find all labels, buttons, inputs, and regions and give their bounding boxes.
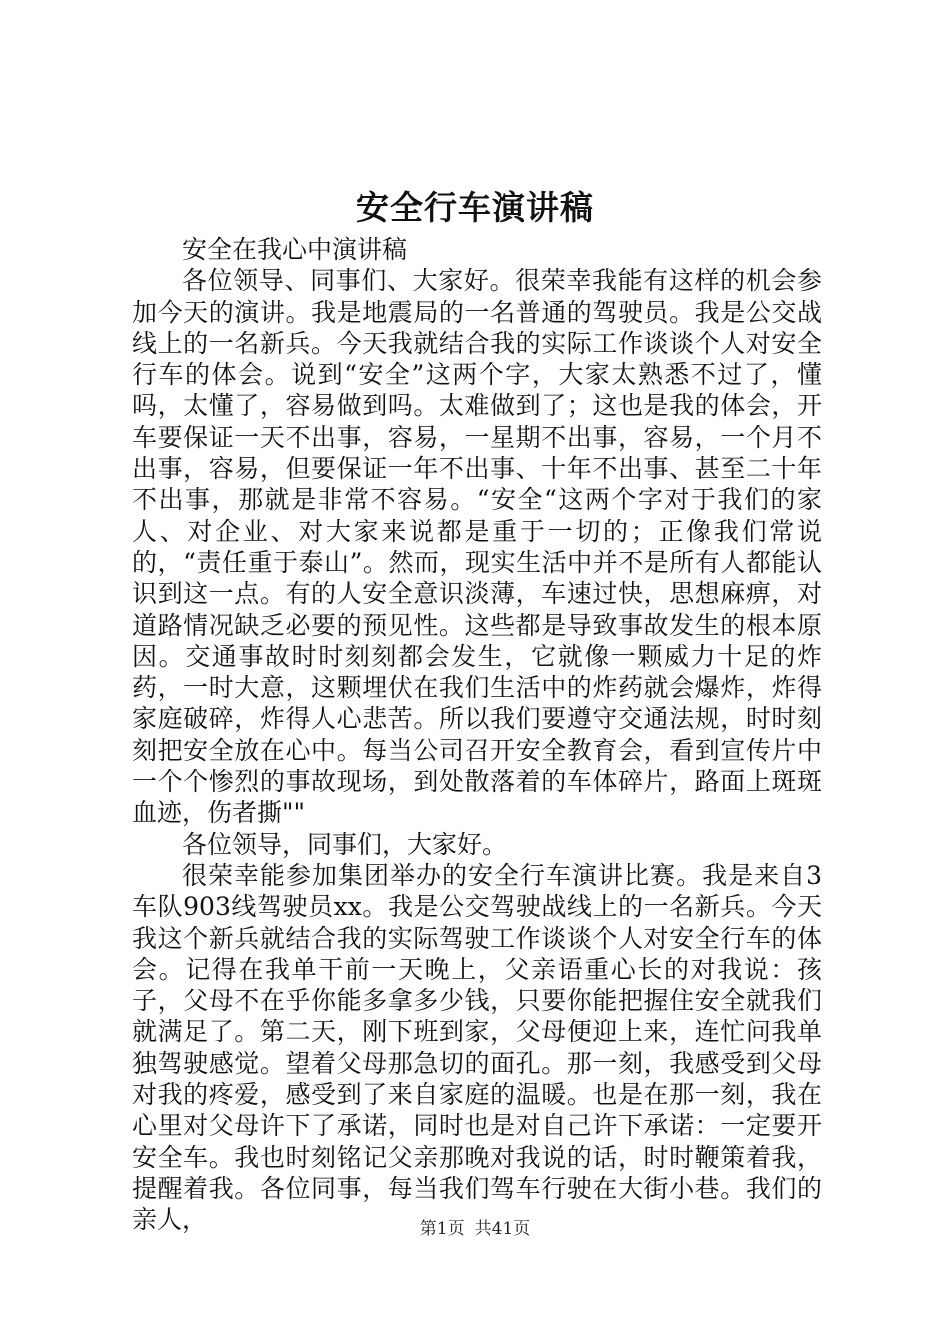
greeting-paragraph: 各位领导，同事们，大家好。 — [182, 829, 508, 859]
page-footer — [0, 1218, 950, 1240]
body-paragraph: 很荣幸能参加集团举办的安全行车演讲比赛。我是来自3车队903线驾驶员xx。我是公交驾驶战线上的一名新兵。今天我这个新兵就结合我的实际驾驶工作谈谈个人对安全行车的体会。记得在我单干前一天晚上，父亲语重心长的对我说：孩子，父母不在乎你能多拿多少钱，只要你能把握住安全就我们就满足了。第二天，刚下班到家，父母便迎上来，连忙问我单独驾驶感觉。望着父母那急切的面孔。那一刻，我感受到父母对我的疼爱，感受到了来自家庭的温暖。也是在那一刻，我在心里对父母许下了承诺，同时也是对自己许下承诺：一定要开安全车。我也时刻铭记父亲那晚对我说的话，时时鞭策着我，提醒着我。各位同事，每当我们驾车行驶在大街小巷。我们的亲人， — [132, 860, 822, 1235]
document-body — [132, 234, 822, 1236]
subtitle-paragraph: 安全在我心中演讲稿 — [182, 235, 408, 264]
page-total: 共41页 — [474, 1219, 531, 1239]
body-paragraph: 各位领导、同事们、大家好。很荣幸我能有这样的机会参加今天的演讲。我是地震局的一名普通的驾驶员。我是公交战线上的一名新兵。今天我就结合我的实际工作谈谈个人对安全行车的体会。说到“安全”这两个字，大家太熟悉不过了，懂吗，太懂了，容易做到吗。太难做到了；这也是我的体会，开车要保证一天不出事，容易，一星期不出事，容易，一个月不出事，容易，但要保证一年不出事、十年不出事、甚至二十年不出事，那就是非常不容易。“安全“这两个字对于我们的家人、对企业、对大家来说都是重于一切的；正像我们常说的，“责任重于泰山”。然而，现实生活中并不是所有人都能认识到这一点。有的人安全意识淡薄，车速过快，思想麻痹，对道路情况缺乏必要的预见性。这些都是导致事故发生的根本原因。交通事故时时刻刻都会发生，它就像一颗威力十足的炸药，一时大意，这颗埋伏在我们生活中的炸药就会爆炸，炸得家庭破碎，炸得人心悲苦。所以我们要遵守交通法规，时时刻刻把安全放在心中。每当公司召开安全教育会，看到宣传片中一个个惨烈的事故现场，到处散落着的车体碎片，路面上斑斑血迹，伤者撕"" — [132, 266, 822, 828]
page-number: 第1页 — [419, 1219, 465, 1239]
document-title: 安全行车演讲稿 — [356, 188, 594, 227]
